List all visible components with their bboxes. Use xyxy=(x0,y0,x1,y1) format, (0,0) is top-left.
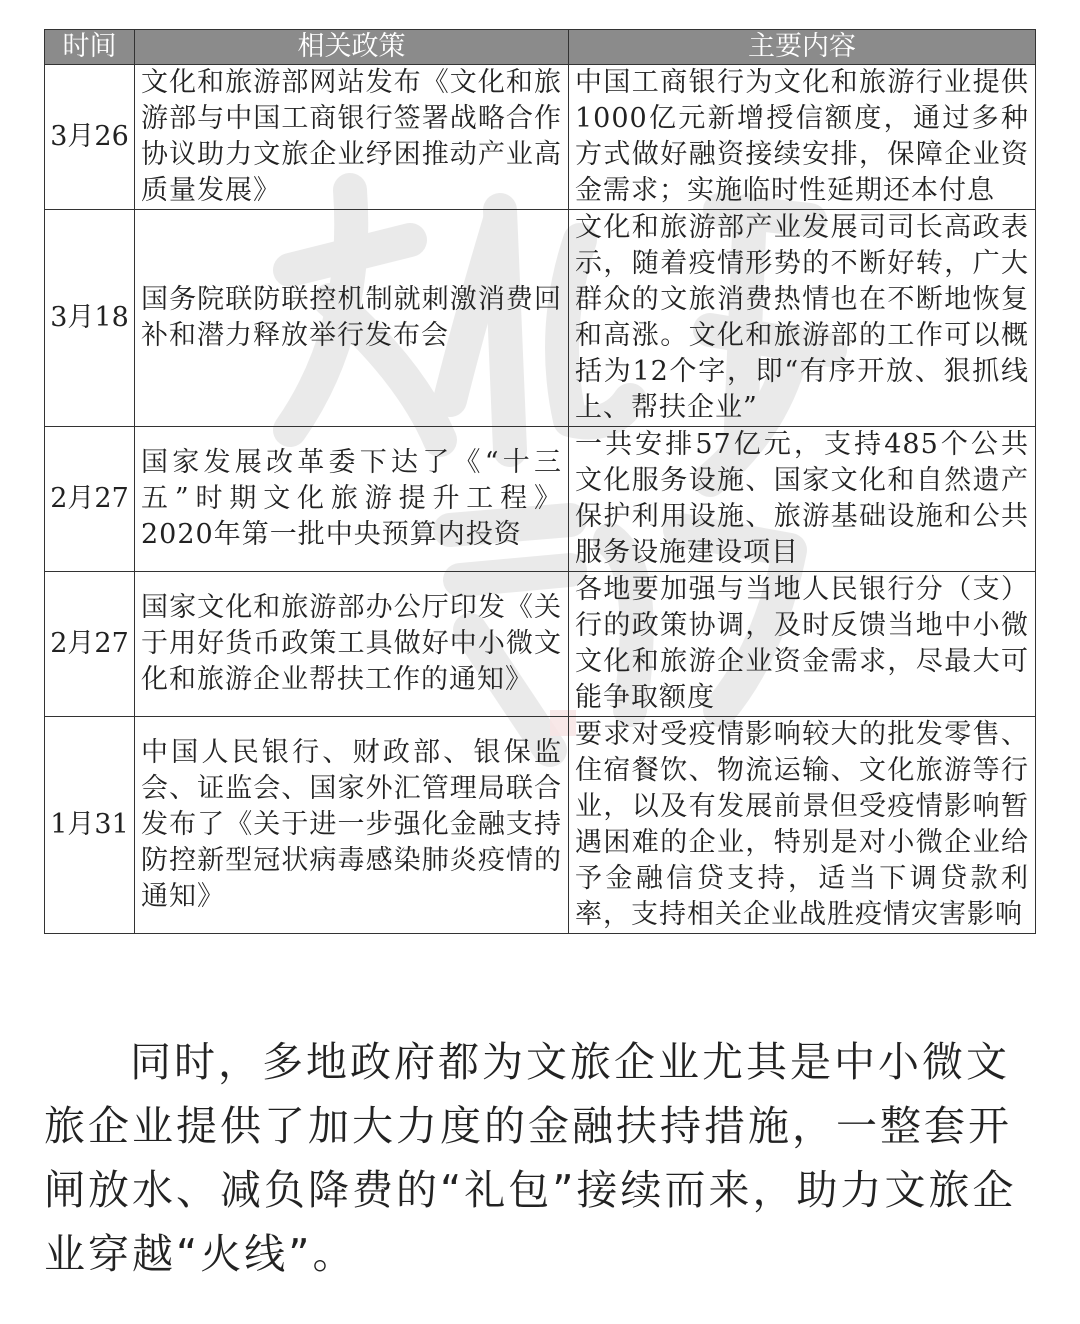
row-content: 一共安排57亿元，支持485个公共文化服务设施、国家文化和自然遗产保护利用设施、旅游基础设施和公共服务设施建设项目 xyxy=(569,427,1036,572)
row-content: 中国工商银行为文化和旅游行业提供1000亿元新增授信额度，通过多种方式做好融资接续安排，保障企业资金需求；实施临时性延期还本付息 xyxy=(569,65,1036,210)
table-row xyxy=(45,427,1036,572)
table-row xyxy=(45,210,1036,427)
body-paragraph: 同时，多地政府都为文旅企业尤其是中小微文旅企业提供了加大力度的金融扶持措施，一整套开闸放水、减负降费的“礼包”接续而来，助力文旅企业穿越“火线”。 xyxy=(44,1038,1017,1278)
row-policy: 国家发展改革委下达了《“十三五”时期文化旅游提升工程》2020年第一批中央预算内投资 xyxy=(135,427,569,572)
policy-table xyxy=(44,29,1036,934)
row-policy: 国务院联防联控机制就刺激消费回补和潜力释放举行发布会 xyxy=(135,210,569,427)
row-time: 2月27 xyxy=(45,427,135,572)
row-content: 文化和旅游部产业发展司司长高政表示，随着疫情形势的不断好转，广大群众的文旅消费热情也在不断地恢复和高涨。文化和旅游部的工作可以概括为12个字，即“有序开放、狠抓线上、帮扶企业” xyxy=(569,210,1036,427)
header-time: 时间 xyxy=(45,30,135,65)
row-policy: 文化和旅游部网站发布《文化和旅游部与中国工商银行签署战略合作协议助力文旅企业纾困推动产业高质量发展》 xyxy=(135,65,569,210)
table-header-row xyxy=(45,30,1036,65)
row-content: 各地要加强与当地人民银行分（支）行的政策协调，及时反馈当地中小微文化和旅游企业资金需求，尽最大可能争取额度 xyxy=(569,572,1036,717)
header-content: 主要内容 xyxy=(569,30,1036,65)
row-time: 3月26 xyxy=(45,65,135,210)
row-time: 2月27 xyxy=(45,572,135,717)
row-policy: 国家文化和旅游部办公厅印发《关于用好货币政策工具做好中小微文化和旅游企业帮扶工作的通知》 xyxy=(135,572,569,717)
table-row xyxy=(45,572,1036,717)
table-row xyxy=(45,65,1036,210)
table-row xyxy=(45,717,1036,934)
row-time: 3月18 xyxy=(45,210,135,427)
row-time: 1月31 xyxy=(45,717,135,934)
row-policy: 中国人民银行、财政部、银保监会、证监会、国家外汇管理局联合发布了《关于进一步强化金融支持防控新型冠状病毒感染肺炎疫情的通知》 xyxy=(135,717,569,934)
row-content: 要求对受疫情影响较大的批发零售、住宿餐饮、物流运输、文化旅游等行业，以及有发展前景但受疫情影响暂遇困难的企业，特别是对小微企业给予金融信贷支持，适当下调贷款利率，支持相关企业战胜疫情灾害影响 xyxy=(569,717,1036,934)
header-policy: 相关政策 xyxy=(135,30,569,65)
